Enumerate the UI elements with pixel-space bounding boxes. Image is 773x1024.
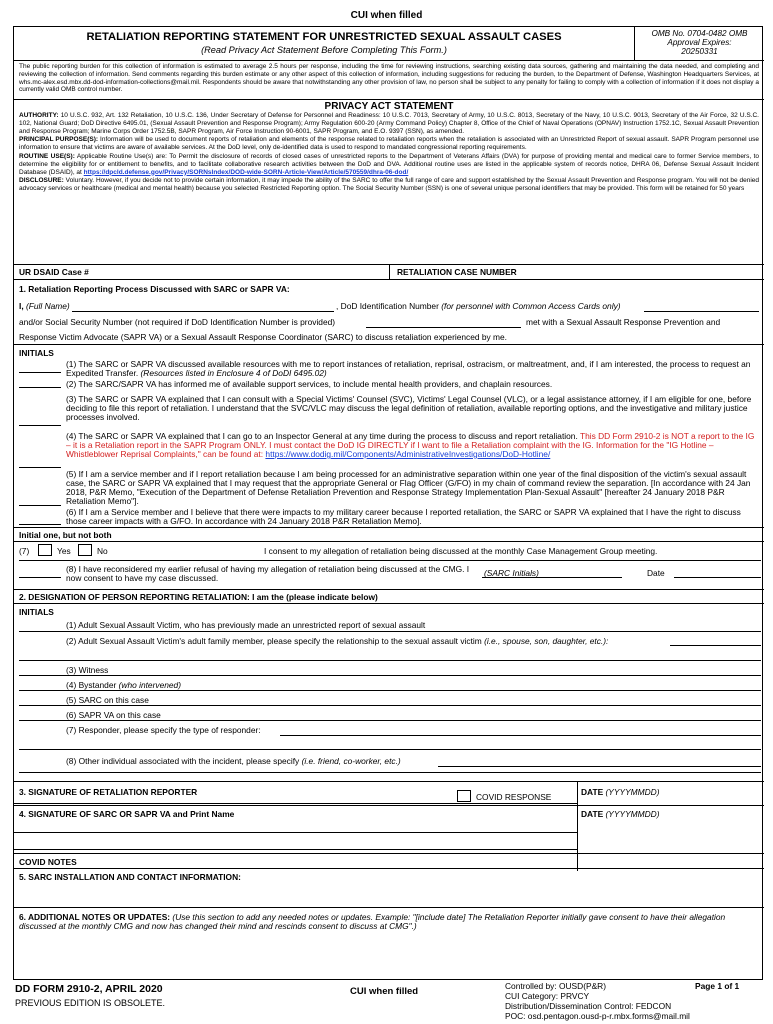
- initial-one-label: Initial one, but not both: [19, 530, 112, 540]
- section-1-item-3: (3) The SARC or SAPR VA explained that I can consult with a Special Victims' Counsel (SVC), Victims' Legal Counsel (VLC), or a legal assistance attorney, if I am eligible for one, before deciding to file this report of retaliation. I understand that the SVC/VLC may discuss the legal definition of retaliation, available reporting options, and the investigative and military justice processes involved.: [66, 394, 752, 422]
- consent-yes-checkbox[interactable]: [38, 544, 52, 556]
- responder-type-field[interactable]: [280, 735, 761, 736]
- section-1-item-5: (5) If I am a service member and if I report retaliation because I am being processed for an administrative separation within one year of the final disposition of the victim's sexual assault case, the SARC or SAPR VA explained that I may request that the appropriate General or Flag Officer (G/FO) in my chain of command review the separation. [In accordance with 24 Jan 2018, P&R Memo, "Execution of the Department of Defense Retaliation Prevention and Response Strategy Implementation Plan-Sexual Assault" [hereafter 24 January 2018 P&R Retaliation Memo"].: [66, 469, 751, 506]
- designation-row-4[interactable]: [19, 690, 761, 691]
- section-2-item-4: (4) Bystander (who intervened): [66, 680, 181, 690]
- section-1-item-6: (6) If I am a Service member and I believe that there were impacts to my military career because I reported retaliation, the SARC or SAPR VA explained that I have the right to discuss those career impacts with a G/FO. In accordance with 24 January 2018 P&R Retaliation Memo].: [66, 507, 741, 526]
- covid-response-checkbox[interactable]: [457, 790, 471, 802]
- disclosure-paragraph: DISCLOSURE: Voluntary. However, if you decide not to provide certain information, it may impede the ability of the SARC to offer the full range of care and support established by the Sexual Assault Prevention and Response program. You will not be denied advocacy services or healthcare (medical and mental health) because you selected Restricted Reporting option. The Social Security Number (SSN) is one of several unique personal identifiers that may be provided. This form will be retained for 50 years: [19, 177, 759, 193]
- designation-row-6[interactable]: [19, 720, 761, 721]
- dsaid-case-label: UR DSAID Case #: [19, 267, 89, 277]
- sarc-initials-label: (SARC Initials): [484, 568, 539, 578]
- cui-marking-bottom: CUI when filled: [350, 986, 419, 997]
- section-2-item-6: (6) SAPR VA on this case: [66, 710, 161, 720]
- section-3-date-label: DATE (YYYYMMDD): [581, 787, 660, 797]
- form-subtitle: (Read Privacy Act Statement Before Completing This Form.): [201, 45, 447, 55]
- controlled-by: Controlled by: OUSD(P&R): [505, 981, 606, 991]
- initials-field-5[interactable]: [19, 505, 61, 506]
- designation-row-2[interactable]: [19, 660, 761, 661]
- section-2-item-1: (1) Adult Sexual Assault Victim, who has previously made an unrestricted report of sexual assault: [66, 620, 426, 630]
- item-7-text: I consent to my allegation of retaliation being discussed at the monthly Case Management Group meeting.: [264, 546, 658, 556]
- ssn-field[interactable]: [366, 327, 521, 328]
- section-1-line3: Response Victim Advocate (SAPR VA) or a Sexual Assault Response Coordinator (SARC) to discuss retaliation experienced by me.: [19, 332, 507, 342]
- sorn-link[interactable]: https://dpcld.defense.gov/Privacy/SORNsIndex/DOD-wide-SORN-Article-View/Article/570559/dhra-06-dod/: [83, 168, 409, 176]
- section-6-title: 6. ADDITIONAL NOTES OR UPDATES: (Use this section to add any needed notes or updates. Example: "[include date] The Retaliation Reporter initially gave consent to have their allegation discussed at the monthly CMG and now has changed their mind and rescinds consent to discuss at CMG".): [19, 912, 726, 931]
- page-number: Page 1 of 1: [695, 981, 740, 991]
- section-5-title: 5. SARC INSTALLATION AND CONTACT INFORMATION:: [19, 872, 241, 882]
- reporter-signature-field[interactable]: [14, 803, 577, 804]
- section-2-item-2: (2) Adult Sexual Assault Victim's adult family member, please specify the relationship to the sexual assault victim (i.e., spouse, son, daughter, etc.):: [66, 636, 609, 646]
- cui-marking-top: CUI when filled: [350, 10, 423, 21]
- privacy-title: PRIVACY ACT STATEMENT: [324, 101, 454, 112]
- section-2-initials-header: INITIALS: [19, 607, 54, 617]
- item-8-date-label: Date: [647, 568, 665, 578]
- sarc-signature-field[interactable]: [14, 832, 577, 833]
- section-3-title: 3. SIGNATURE OF RETALIATION REPORTER: [19, 787, 198, 797]
- consent-no-checkbox[interactable]: [78, 544, 92, 556]
- section-4-date-label: DATE (YYYYMMDD): [581, 809, 660, 819]
- form-id: DD FORM 2910-2, APRIL 2020: [15, 983, 163, 995]
- sarc-print-name-field[interactable]: [14, 849, 577, 850]
- item-8-date-field[interactable]: [674, 577, 761, 578]
- case-number-row: [14, 265, 764, 280]
- purpose-paragraph: PRINCIPAL PURPOSE(S): Information will be used to document reports of retaliation and elements of the response related to retaliation reports when the retaliation is associated with an Unrestricted Report of sexual assault. SAPR Program personnel use information to ensure that victims are aware of available services. At the DoD level, only de-identified data is used to respond to mandated congressional reporting requirements.: [19, 136, 759, 152]
- omb-box: [634, 27, 764, 60]
- form: [13, 26, 763, 980]
- designation-row-7[interactable]: [19, 749, 761, 750]
- section-1-item-2: (2) The SARC/SAPR VA has informed me of available support services, to include mental health providers, and chaplain resources.: [66, 379, 553, 389]
- initials-field-2[interactable]: [19, 387, 61, 388]
- designation-row-8[interactable]: [19, 772, 761, 773]
- burden-statement: The public reporting burden for this collection of information is estimated to average 2.5 hours per response, including the time for reviewing instructions, searching existing data sources, gathering and maintaining the data needed, and completing and reviewing the collection of information. Send comments regarding this burden estimate or any other aspect of this collection of information, including suggestions for reducing the burden, to the Department of Defense, Washington Headquarters Services, at whs.mc-alex.esd.mbx.dd-dod-information-collections@mail.mil. Respondents should be aware that notwithstanding any other provision of law, no person shall be subject to any penalty for failing to comply with a collection of information if it does not display a currently valid OMB control number.: [19, 63, 759, 94]
- authority-paragraph: AUTHORITY: 10 U.S.C. 932, Art. 132 Retaliation, 10 U.S.C. 136, Under Secretary of Defense for Personnel and Readiness: 10 U.S.C. 7013, Secretary of Army, 10 U.S.C. 8013, Secretary of the Navy, 10 U.S.C. 9013, Secretary of the Air Force, 32 U.S.C. 102, National Guard; DoD Directive 6495.01, (Sexual Assault Prevention and Response Program); Army Regulation 600-20 (Army Command Policy) Chapter 8, Office of the Chief of Naval Operations (OPNAV) Instruction 1752.1C, Sexual Assault Prevention and Response Program; Marine Corps Order 1752.5B, SAPR Program, Air Force Instruction 90-6001, SAPR Program, and E.O. 9397 (SSN), as amended.: [19, 112, 759, 135]
- met-with-label: met with a Sexual Assault Response Prevention and: [526, 317, 721, 327]
- covid-response-label: COVID RESPONSE: [476, 792, 552, 802]
- ig-hotline-link[interactable]: https://www.dodig.mil/Components/AdministrativeInvestigations/DoD-Hotline/: [265, 449, 551, 459]
- full-name-field[interactable]: [72, 311, 334, 312]
- no-label: No: [97, 546, 108, 556]
- omb-number: OMB No. 0704-0482 OMB: [651, 29, 748, 38]
- initials-field-8[interactable]: [19, 577, 61, 578]
- yes-label: Yes: [57, 546, 71, 556]
- section-1-intro: [14, 280, 764, 340]
- ssn-label: and/or Social Security Number (not required if DoD Identification Number is provided): [19, 317, 336, 327]
- obsolete-notice: PREVIOUS EDITION IS OBSOLETE.: [15, 998, 166, 1008]
- dod-id-field[interactable]: [644, 311, 759, 312]
- initials-field-3[interactable]: [19, 425, 61, 426]
- designation-row-1[interactable]: [19, 631, 761, 632]
- section-2-item-5: (5) SARC on this case: [66, 695, 149, 705]
- initials-field-6[interactable]: [19, 524, 61, 525]
- privacy-act-statement: [14, 99, 764, 265]
- dod-id-label: , DoD Identification Number (for personnel with Common Access Cards only): [336, 301, 621, 311]
- section-2-title: 2. DESIGNATION OF PERSON REPORTING RETALIATION: I am the (please indicate below): [19, 592, 378, 602]
- item-7-number: (7): [19, 546, 30, 556]
- relationship-field[interactable]: [670, 645, 761, 646]
- initials-field-1[interactable]: [19, 372, 61, 373]
- section-1-item-1: (1) The SARC or SAPR VA discussed available resources with me to report instances of retaliation, reprisal, ostracism, or maltreatment, and, if I am interested, the process to request an Expedited Transfer. (Resources listed in Enclosure 4 of DoDI 6495.02): [66, 359, 751, 378]
- cui-category: CUI Category: PRVCY: [505, 991, 590, 1001]
- retaliation-case-label: RETALIATION CASE NUMBER: [397, 267, 517, 277]
- distribution-control: Distribution/Dissemination Control: FEDCON: [505, 1001, 672, 1011]
- poc-email: POC: osd.pentagon.ousd-p-r.mbx.forms@mail.mil: [505, 1011, 690, 1021]
- other-individual-field[interactable]: [438, 766, 761, 767]
- covid-notes-label: COVID NOTES: [19, 857, 77, 867]
- routine-use-paragraph: ROUTINE USE(S): Applicable Routine Use(s) are: To Permit the disclosure of records of closed cases of unrestricted reports to the Department of Veterans Affairs (DVA) for purpose of providing mental and medical care to former Service members, to determine the eligibility for or entitlement to benefits, and to facilitate collaborative research activities between the DoD and DVA. Additional routine uses are listed in the applicable system of records notice, DHRA 06, Defense Sexual Assault Incident Database (DSAID), at https://dpcld.defense.gov/Privacy/SORNsIndex/DOD-wide-SORN-Article-View/Article/570559/dhra-06-dod/: [19, 152, 759, 176]
- section-1-initials-header: INITIALS: [19, 348, 54, 358]
- section-2-item-3: (3) Witness: [66, 665, 109, 675]
- designation-row-3[interactable]: [19, 675, 761, 676]
- section-2-item-8: (8) Other individual associated with the incident, please specify (i.e. friend, co-worker, etc.): [66, 756, 401, 766]
- form-header: [14, 27, 764, 61]
- section-2-item-7: (7) Responder, please specify the type of responder:: [66, 725, 261, 735]
- section-4-title: 4. SIGNATURE OF SARC OR SAPR VA and Print Name: [19, 809, 235, 819]
- omb-approval: Approval Expires:: [667, 38, 732, 47]
- designation-row-5[interactable]: [19, 705, 761, 706]
- form-title: RETALIATION REPORTING STATEMENT FOR UNRESTRICTED SEXUAL ASSAULT CASES: [86, 31, 562, 43]
- section-1-item-8: (8) I have reconsidered my earlier refusal of having my allegation of retaliation being discussed at the CMG. I now consent to have my case discussed.: [66, 564, 470, 583]
- i-label: I, (Full Name): [19, 301, 70, 311]
- section-1-item-4: (4) The SARC or SAPR VA explained that I can go to an Inspector General at any time during the process to discuss and report retaliation. This DD Form 2910-2 is NOT a report to the IG – it is a Retaliation report in the SAPR Program ONLY. I must contact the DoD IG DIRECTLY if I want to file a Retaliation complaint with the IG. Information for the "IG Hotline – Whistleblower Reprisal Complaints," can be found at: https://www.dodig.mil/Components/AdministrativeInvestigations/DoD-Hotline/: [66, 431, 755, 459]
- omb-expires: 20250331: [681, 47, 718, 56]
- section-1-title: 1. Retaliation Reporting Process Discussed with SARC or SAPR VA:: [19, 284, 290, 294]
- initials-field-4[interactable]: [19, 467, 61, 468]
